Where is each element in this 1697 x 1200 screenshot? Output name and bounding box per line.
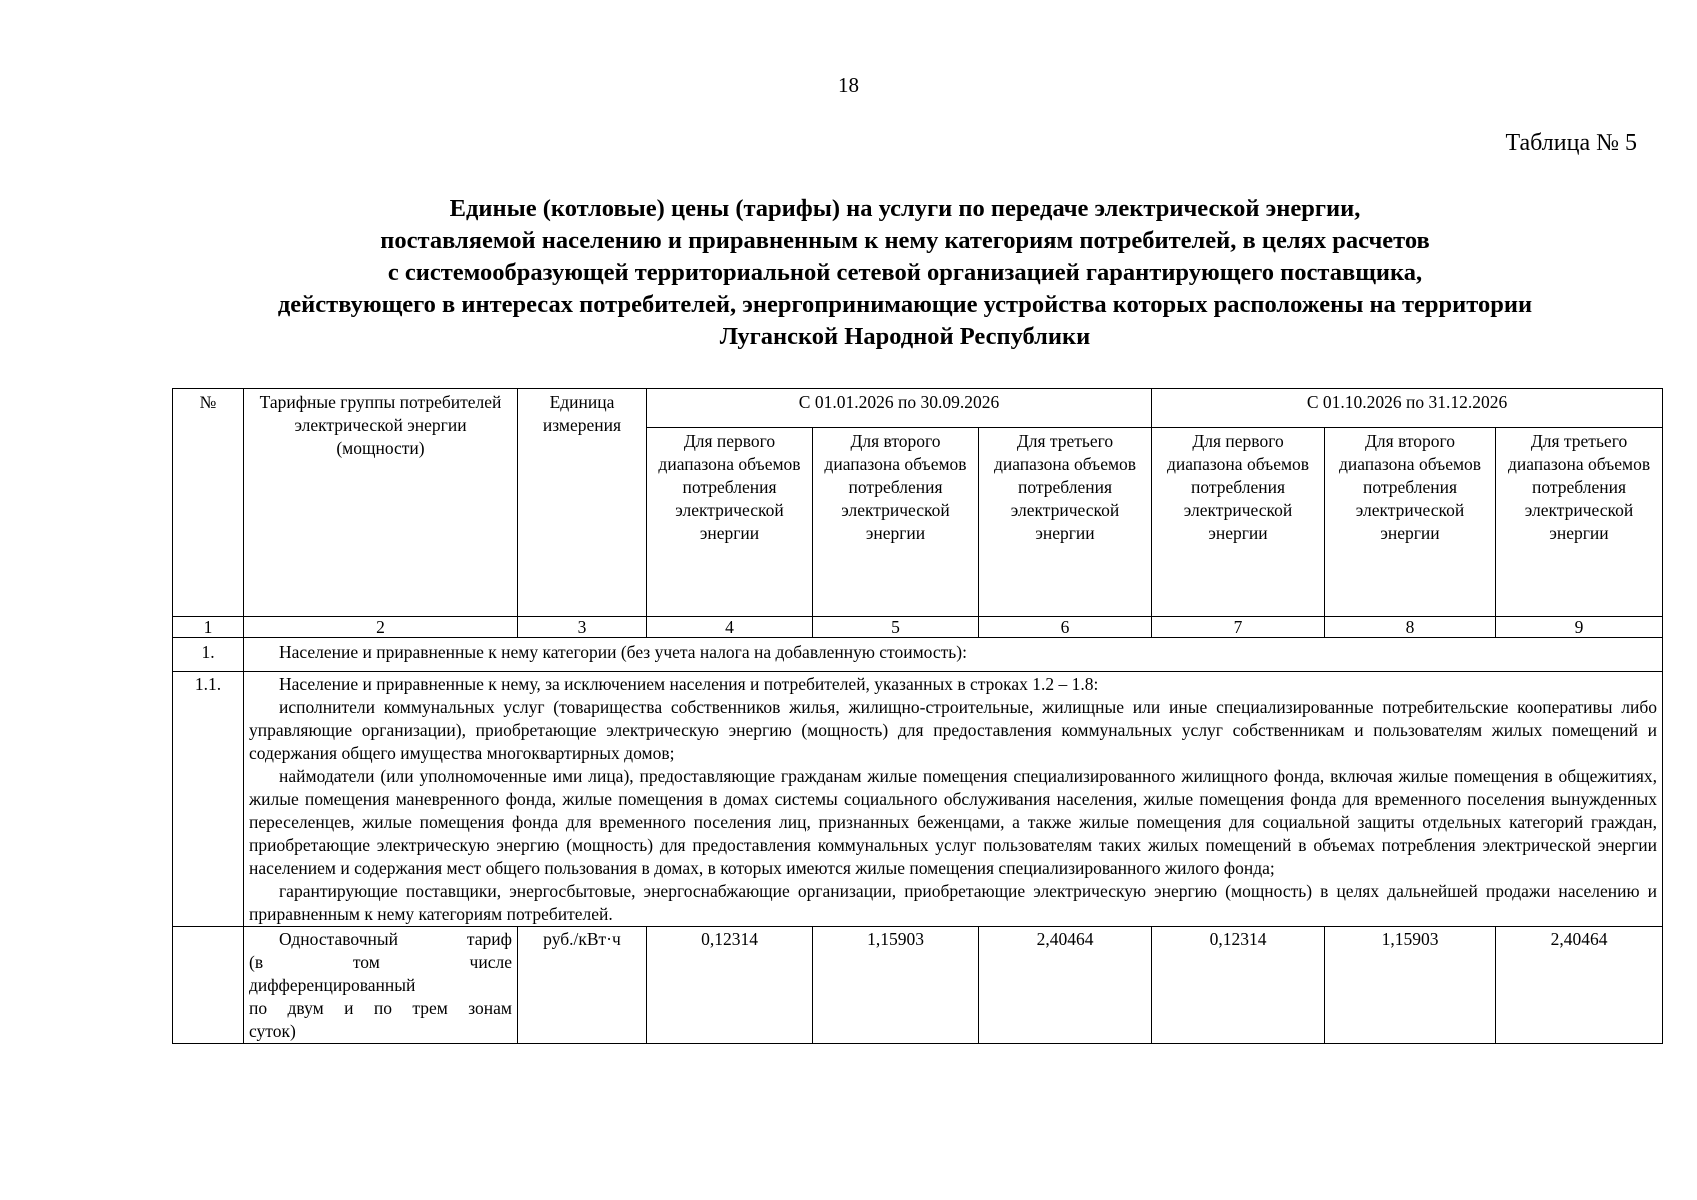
column-number: 3 bbox=[518, 617, 647, 638]
row-paragraph: исполнители коммунальных услуг (товарищества собственников жилья, жилищно-строительные, жилищные или иные специализированные потребительские кооперативы либо управляющие организации), приобретающие электрическую энергию (мощность) для предоставления коммунальных услуг собственникам и пользователям жилых помещений и содержания общего имущества многоквартирных домов; bbox=[249, 697, 1658, 763]
row-paragraph: Население и приравненные к нему, за исключением населения и потребителей, указанных в строках 1.2 – 1.8: bbox=[279, 674, 1099, 694]
column-number: 2 bbox=[244, 617, 518, 638]
header-unit: Единица измерения bbox=[518, 389, 647, 617]
tariff-name-line: Одноставочный тариф bbox=[279, 929, 512, 949]
column-number: 4 bbox=[647, 617, 813, 638]
document-title bbox=[160, 193, 1650, 353]
tariff-value: 0,12314 bbox=[1152, 927, 1325, 1044]
header-tariff-groups: Тарифные группы потребителей электрической энергии (мощности) bbox=[244, 389, 518, 617]
title-line: Луганской Народной Республики bbox=[719, 323, 1091, 350]
header-range-2: Для второго диапазона объемов потребления электрической энергии bbox=[1325, 428, 1496, 617]
column-number: 5 bbox=[813, 617, 979, 638]
header-no: № bbox=[173, 389, 244, 617]
row-text: Население и приравненные к нему категории (без учета налога на добавленную стоимость): bbox=[244, 638, 1663, 672]
title-line: с системообразующей территориальной сетевой организацией гарантирующего поставщика, bbox=[387, 259, 1423, 286]
tariff-name-line: по двум и по трем зонам bbox=[249, 998, 512, 1018]
tariff-table bbox=[172, 388, 1663, 1044]
title-line: Единые (котловые) цены (тарифы) на услуги по передаче электрической энергии, bbox=[449, 195, 1361, 222]
tariff-unit: руб./кВт·ч bbox=[518, 927, 647, 1044]
tariff-value: 2,40464 bbox=[979, 927, 1152, 1044]
table-row bbox=[173, 927, 1663, 1044]
column-number-row bbox=[173, 617, 1663, 638]
page-number: 18 bbox=[838, 73, 859, 97]
row-number: 1. bbox=[173, 638, 244, 672]
header-range-3: Для третьего диапазона объемов потребления электрической энергии bbox=[1496, 428, 1663, 617]
column-number: 8 bbox=[1325, 617, 1496, 638]
column-number: 7 bbox=[1152, 617, 1325, 638]
header-range-1: Для первого диапазона объемов потребления электрической энергии bbox=[1152, 428, 1325, 617]
tariff-name-line: дифференцированный bbox=[249, 975, 416, 995]
row-number: 1.1. bbox=[173, 672, 244, 927]
column-number: 9 bbox=[1496, 617, 1663, 638]
header-period-2: С 01.10.2026 по 31.12.2026 bbox=[1152, 389, 1663, 428]
table-row bbox=[173, 638, 1663, 672]
header-range-1: Для первого диапазона объемов потребления электрической энергии bbox=[647, 428, 813, 617]
row-paragraph: гарантирующие поставщики, энергосбытовые, энергоснабжающие организации, приобретающие электрическую энергию (мощность) в целях дальнейшей продажи населению и приравненным к нему категориям потребителей. bbox=[249, 881, 1658, 924]
tariff-name-line: (в том числе bbox=[249, 952, 512, 972]
table-row bbox=[173, 672, 1663, 927]
title-line: действующего в интересах потребителей, энергопринимающие устройства которых расположены на территории bbox=[277, 291, 1533, 318]
tariff-name bbox=[244, 927, 518, 1044]
column-number: 1 bbox=[173, 617, 244, 638]
title-line: поставляемой населению и приравненным к нему категориям потребителей, в целях расчетов bbox=[380, 227, 1430, 254]
tariff-value: 2,40464 bbox=[1496, 927, 1663, 1044]
header-period-1: С 01.01.2026 по 30.09.2026 bbox=[647, 389, 1152, 428]
row-number-empty bbox=[173, 927, 244, 1044]
table-label: Таблица № 5 bbox=[1505, 130, 1637, 156]
tariff-value: 0,12314 bbox=[647, 927, 813, 1044]
column-number: 6 bbox=[979, 617, 1152, 638]
row-description bbox=[244, 672, 1663, 927]
header-row bbox=[173, 389, 1663, 428]
tariff-value: 1,15903 bbox=[813, 927, 979, 1044]
tariff-value: 1,15903 bbox=[1325, 927, 1496, 1044]
tariff-name-line: суток) bbox=[249, 1021, 296, 1041]
row-paragraph: наймодатели (или уполномоченные ими лица), предоставляющие гражданам жилые помещения специализированного жилищного фонда, включая жилые помещения в общежитиях, жилые помещения маневренного фонда, жилые помещения в домах системы социального обслуживания населения, жилые помещения фонда для временного поселения вынужденных переселенцев, жилые помещения фонда для временного поселения лиц, признанных беженцами, а также жилые помещения для социальной защиты отдельных категорий граждан, приобретающие электрическую энергию (мощность) для предоставления коммунальных услуг пользователям таких жилых помещений в объемах потребления электрической энергии населением и содержания мест общего пользования в домах, в которых имеются жилые помещения специализированного жилого фонда; bbox=[249, 766, 1658, 878]
header-range-3: Для третьего диапазона объемов потребления электрической энергии bbox=[979, 428, 1152, 617]
header-range-2: Для второго диапазона объемов потребления электрической энергии bbox=[813, 428, 979, 617]
